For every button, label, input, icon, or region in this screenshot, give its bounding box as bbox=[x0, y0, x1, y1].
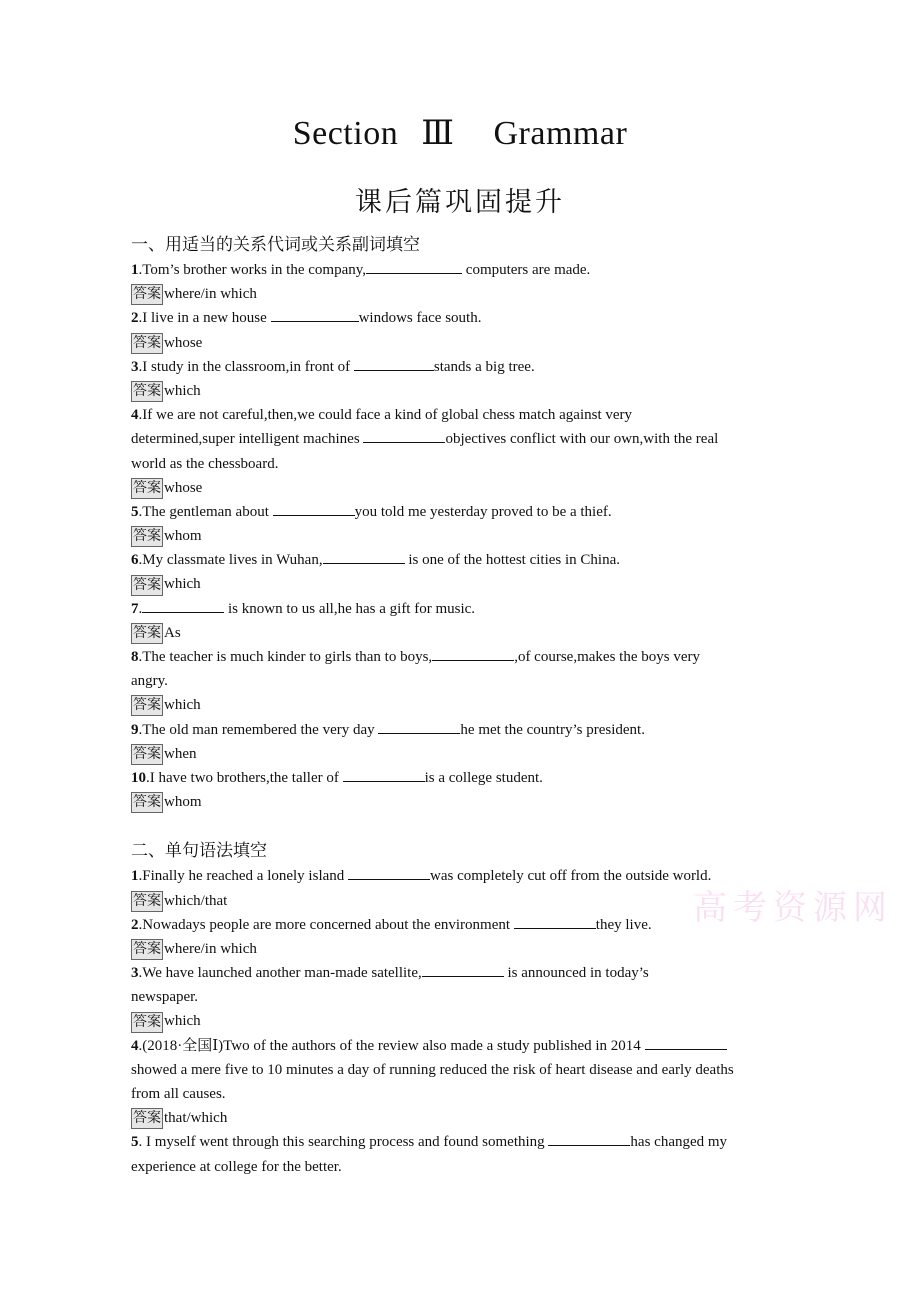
answer-badge: 答案 bbox=[131, 284, 163, 305]
question-line: 5.The gentleman about you told me yesterday proved to be a thief. bbox=[131, 500, 801, 524]
question-text: is known to us all,he has a gift for music. bbox=[224, 600, 476, 617]
answer-line bbox=[131, 742, 801, 766]
question-text: I have two brothers,the taller of bbox=[149, 769, 343, 786]
answer-badge: 答案 bbox=[131, 1108, 163, 1129]
question-text: showed a mere five to 10 minutes a day of running reduced the risk of heart disease and early deaths bbox=[131, 1061, 734, 1078]
answer-blank[interactable] bbox=[354, 356, 434, 371]
question-line bbox=[131, 1155, 801, 1179]
question-line: 3.We have launched another man-made satellite, is announced in today’s bbox=[131, 961, 801, 985]
question-line bbox=[131, 427, 801, 451]
answer-line bbox=[131, 1009, 801, 1033]
answer-badge: 答案 bbox=[131, 939, 163, 960]
question-text: (2018·全国Ⅰ)Two of the authors of the review also made a study published in 2014 bbox=[142, 1037, 645, 1054]
question-line: 10.I have two brothers,the taller of is a college student. bbox=[131, 766, 801, 790]
question-number: 1 bbox=[131, 262, 139, 278]
question-text: is a college student. bbox=[424, 769, 543, 786]
question-line bbox=[131, 1058, 801, 1082]
question-line: 1.Finally he reached a lonely island was completely cut off from the outside world. bbox=[131, 864, 801, 888]
question-line: 2.I live in a new house windows face south. bbox=[131, 306, 801, 330]
question-line: 7. is known to us all,he has a gift for music. bbox=[131, 597, 801, 621]
answer-line bbox=[131, 790, 801, 814]
answer-blank[interactable] bbox=[432, 646, 514, 661]
question-number: 2 bbox=[131, 310, 139, 327]
exercise-content bbox=[131, 232, 801, 1179]
answer-line bbox=[131, 572, 801, 596]
question-number: 9 bbox=[131, 721, 139, 738]
question-number: 4 bbox=[131, 407, 139, 424]
answer-blank[interactable] bbox=[323, 549, 405, 564]
question-number: 6 bbox=[131, 552, 139, 569]
answer-badge: 答案 bbox=[131, 381, 163, 402]
answer-badge: 答案 bbox=[131, 333, 163, 354]
question-number: 1 bbox=[131, 868, 139, 885]
answer-text: which/that bbox=[164, 892, 228, 909]
answer-blank[interactable] bbox=[548, 1131, 630, 1146]
answer-blank[interactable] bbox=[378, 719, 460, 734]
question-text: world as the chessboard. bbox=[131, 455, 279, 472]
answer-line bbox=[131, 693, 801, 717]
answer-line bbox=[131, 937, 801, 961]
answer-badge: 答案 bbox=[131, 526, 163, 547]
answer-line bbox=[131, 1106, 801, 1130]
answer-line bbox=[131, 621, 801, 645]
question-number: 2 bbox=[131, 916, 139, 933]
question-text: The old man remembered the very day bbox=[142, 721, 379, 738]
page-subtitle: 课后篇巩固提升 bbox=[355, 187, 565, 218]
question-line: 3.I study in the classroom,in front of stands a big tree. bbox=[131, 355, 801, 379]
question-text: Tom’s brother works in the company, bbox=[142, 262, 367, 278]
answer-text: As bbox=[164, 624, 181, 641]
question-number: 8 bbox=[131, 649, 139, 665]
question-text: is one of the hottest cities in China. bbox=[404, 552, 620, 569]
answer-badge: 答案 bbox=[131, 478, 163, 499]
question-text: determined,super intelligent machines bbox=[131, 431, 364, 448]
question-text: My classmate lives in Wuhan, bbox=[142, 552, 323, 569]
answer-badge: 答案 bbox=[131, 623, 163, 644]
question-line bbox=[131, 1082, 801, 1106]
question-line: 6.My classmate lives in Wuhan, is one of the hottest cities in China. bbox=[131, 548, 801, 572]
question-number: 4 bbox=[131, 1037, 139, 1054]
answer-text: where/in which bbox=[164, 940, 257, 957]
answer-blank[interactable] bbox=[363, 428, 445, 443]
answer-blank[interactable] bbox=[271, 307, 359, 322]
answer-text: which bbox=[164, 382, 201, 399]
watermark: 高考资源网 bbox=[693, 888, 893, 928]
question-line bbox=[131, 669, 801, 693]
question-line: 4.(2018·全国Ⅰ)Two of the authors of the review also made a study published in 2014 bbox=[131, 1034, 801, 1058]
question-number: 7 bbox=[131, 600, 139, 617]
question-line bbox=[131, 985, 801, 1009]
question-text: The gentleman about bbox=[142, 503, 273, 520]
question-text: computers are made. bbox=[462, 262, 591, 278]
question-text: experience at college for the better. bbox=[131, 1158, 342, 1175]
answer-badge: 答案 bbox=[131, 891, 163, 912]
question-text: they live. bbox=[595, 916, 652, 933]
question-text: newspaper. bbox=[131, 989, 199, 1006]
question-text: from all causes. bbox=[131, 1086, 226, 1102]
question-text: I myself went through this searching process and found something bbox=[142, 1134, 549, 1151]
title-grammar: Grammar bbox=[493, 115, 628, 152]
answer-line bbox=[131, 379, 801, 403]
answer-text: whose bbox=[164, 479, 203, 496]
page-title bbox=[0, 113, 920, 153]
answer-line bbox=[131, 524, 801, 548]
question-line: 9.The old man remembered the very day he met the country’s president. bbox=[131, 718, 801, 742]
question-number: 5 bbox=[131, 1134, 139, 1151]
question-text: Nowadays people are more concerned about the environment bbox=[142, 916, 514, 933]
question-line: 5. I myself went through this searching process and found something has changed my bbox=[131, 1130, 801, 1154]
answer-badge: 答案 bbox=[131, 575, 163, 596]
question-text: I live in a new house bbox=[142, 310, 271, 327]
question-text: you told me yesterday proved to be a thief. bbox=[354, 503, 612, 520]
question-number: 5 bbox=[131, 503, 139, 520]
question-number: 3 bbox=[131, 358, 139, 375]
answer-blank[interactable] bbox=[348, 865, 430, 880]
section-spacer bbox=[131, 814, 801, 838]
answer-blank[interactable] bbox=[422, 962, 504, 977]
question-text: windows face south. bbox=[358, 310, 482, 327]
answer-text: which bbox=[164, 1013, 201, 1030]
answer-text: whose bbox=[164, 334, 203, 351]
question-text: objectives conflict with our own,with the real bbox=[445, 431, 719, 448]
question-number: 10 bbox=[131, 769, 146, 786]
answer-text: whom bbox=[164, 528, 202, 545]
answer-text: whom bbox=[164, 794, 202, 811]
answer-text: which bbox=[164, 576, 201, 593]
question-text: stands a big tree. bbox=[433, 358, 535, 375]
answer-blank[interactable] bbox=[273, 501, 355, 516]
question-text: Finally he reached a lonely island bbox=[142, 868, 349, 885]
answer-text: which bbox=[164, 697, 201, 714]
question-line: 1.Tom’s brother works in the company, computers are made. bbox=[131, 258, 801, 282]
title-section: Section bbox=[292, 115, 399, 152]
question-number: 3 bbox=[131, 965, 139, 982]
question-text: angry. bbox=[131, 673, 168, 690]
answer-line bbox=[131, 476, 801, 500]
answer-blank[interactable] bbox=[142, 598, 224, 613]
title-roman-numeral: Ⅲ bbox=[421, 115, 455, 152]
question-text: ,of course,makes the boys very bbox=[514, 649, 700, 665]
question-text: We have launched another man-made satellite, bbox=[142, 965, 422, 982]
answer-badge: 答案 bbox=[131, 744, 163, 765]
answer-line bbox=[131, 331, 801, 355]
question-line bbox=[131, 452, 801, 476]
question-line: 8.The teacher is much kinder to girls than to boys, ,of course,makes the boys very bbox=[131, 645, 801, 669]
answer-blank[interactable] bbox=[343, 767, 425, 782]
question-line: 2.Nowadays people are more concerned about the environment they live. bbox=[131, 913, 801, 937]
answer-text: when bbox=[164, 745, 197, 762]
answer-text: where/in which bbox=[164, 286, 257, 303]
answer-badge: 答案 bbox=[131, 1012, 163, 1033]
question-text: was completely cut off from the outside world. bbox=[430, 868, 712, 885]
question-text: The teacher is much kinder to girls than to boys, bbox=[142, 649, 433, 665]
answer-blank[interactable] bbox=[645, 1035, 727, 1050]
answer-blank[interactable] bbox=[366, 259, 462, 274]
question-text: If we are not careful,then,we could face a kind of global chess match against very bbox=[142, 407, 633, 424]
answer-blank[interactable] bbox=[514, 914, 596, 929]
question-text: has changed my bbox=[630, 1134, 728, 1151]
question-text: he met the country’s president. bbox=[460, 721, 645, 738]
question-text: is announced in today’s bbox=[503, 965, 649, 982]
answer-line bbox=[131, 282, 801, 306]
section-heading: 一、用适当的关系代词或关系副词填空 bbox=[131, 235, 420, 255]
answer-badge: 答案 bbox=[131, 792, 163, 813]
answer-badge: 答案 bbox=[131, 695, 163, 716]
answer-text: that/which bbox=[164, 1110, 228, 1127]
question-line: 4.If we are not careful,then,we could face a kind of global chess match against very bbox=[131, 407, 633, 424]
section-heading: 二、单句语法填空 bbox=[131, 841, 267, 862]
question-text: I study in the classroom,in front of bbox=[142, 358, 354, 375]
